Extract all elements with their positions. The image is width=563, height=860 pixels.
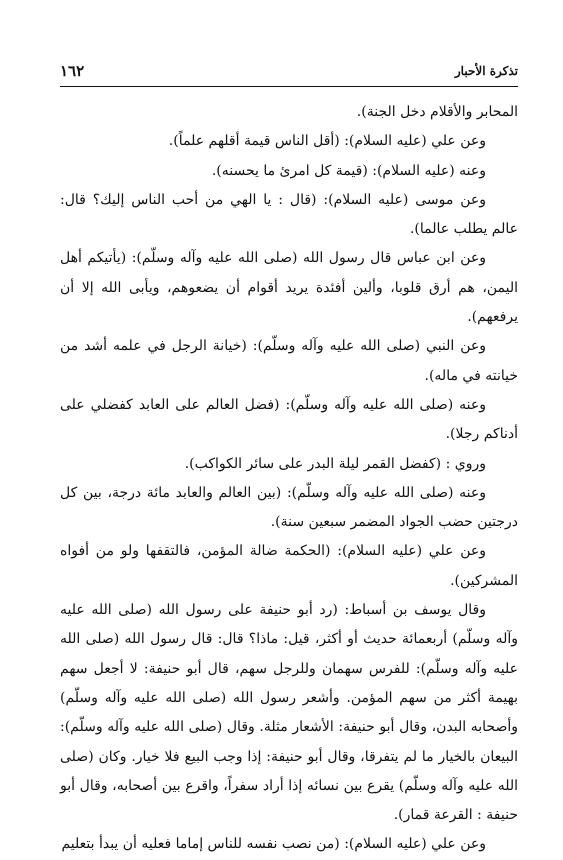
- running-title: تذكرة الأحبار: [454, 64, 518, 78]
- page-header: [60, 62, 518, 84]
- header-rule: [60, 86, 518, 87]
- paragraph-2: وعن علي (عليه السلام): (أقل الناس قيمة أقلهم علماً).: [168, 133, 486, 150]
- paragraph-6: وعن النبي (صلى الله عليه وآله وسلّم): (خيانة الرجل في علمه أشد من خيانته في ماله).: [60, 338, 518, 384]
- page-body: [60, 98, 518, 853]
- paragraph-8: وروي : (كفضل القمر ليلة البدر على سائر الكواكب).: [184, 455, 486, 472]
- paragraph-9: وعنه (صلى الله عليه وآله وسلّم): (بين العالم والعابد مائة درجة، بين كل درجتين حضب الجواد المضمر سبعين سنة).: [60, 484, 518, 531]
- paragraph-10: وعن علي (عليه السلام): (الحكمة ضالة المؤمن، فالتقفها ولو من أفواه المشركين).: [60, 543, 518, 589]
- paragraph-3: وعنه (عليه السلام): (قيمة كل امرئ ما يحسنه).: [211, 162, 486, 179]
- paragraph-12: وعن علي (عليه السلام): (من نصب نفسه للناس إماما فعليه أن يبدأ بتعليم: [61, 836, 486, 853]
- paragraph-7: وعنه (صلى الله عليه وآله وسلّم): (فضل العالم على العابد كفضلي على أدناكم رجلا).: [60, 396, 518, 443]
- paragraph-4: وعن موسى (عليه السلام): (قال : يا الهي من أحب الناس إليك؟ قال: عالم يطلب عالما).: [60, 191, 518, 238]
- page-number: ١٦٢: [60, 62, 85, 80]
- paragraph-11: وقال يوسف بن أسباط: (رد أبو حنيفة على رسول الله (صلى الله عليه وآله وسلّم) أربعمائة حديث أو أكثر، قيل: ماذا؟ قال: قال رسول الله (صلى الله عليه وآله وسلّم): للفرس سهمان وللرجل سهم، قال أبو حنيفة: لا أجعل سهم بهيمة أكثر من سهم المؤمن. وأشعر رسول الله (صلى الله عليه وآله وسلّم) وأصحابه البدن، وقال أبو حنيفة: الأشعار مثلة. وقال (صلى الله عليه وآله وسلّم): البيعان بالخيار ما لم يتفرقا، وقال أبو حنيفة: إذا وجب البيع فلا خيار. وكان (صلى الله عليه وآله وسلّم) يقرع بين نسائه إذا أراد سفراً، واقرع بين أصحابه، وقال أبو حنيفة : القرعة قمار).: [60, 602, 518, 824]
- paragraph-5: وعن ابن عباس قال رسول الله (صلى الله عليه وآله وسلّم): (يأتيكم أهل اليمن، هم أرق قلوبا، وألين أفئدة يريد أقوام أن يضعوهم، ويأبى الله إلا أن يرفعهم).: [60, 250, 518, 326]
- paragraph-1: المحابر والأقلام دخل الجنة).: [356, 104, 518, 120]
